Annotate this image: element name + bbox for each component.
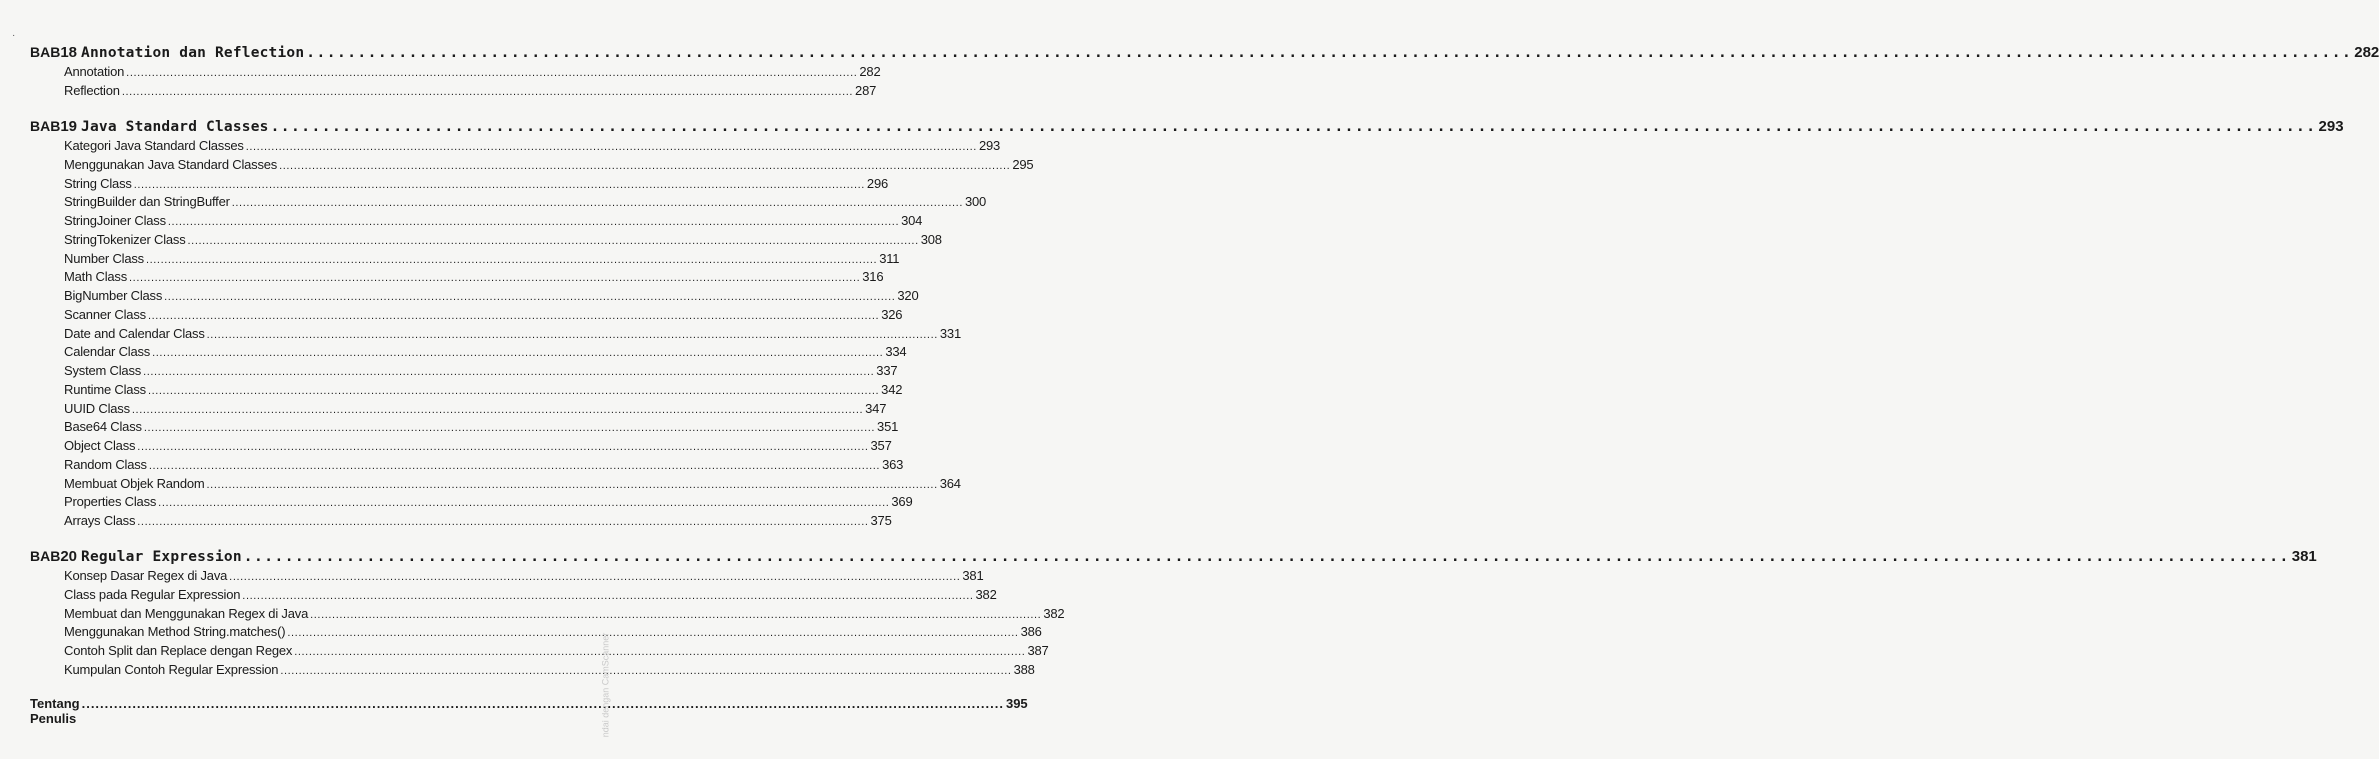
entry-label: Date and Calendar Class [64,325,205,341]
entry-label: Object Class [64,438,136,453]
toc-entry[interactable] [64,269,884,288]
dot-leader [122,83,853,98]
entry-label: Base64 Class [64,419,142,435]
entry-page: 334 [885,344,907,360]
toc-entry[interactable] [64,325,961,345]
chapter-bab-label: BAB [30,118,61,134]
entry-page: 375 [870,513,892,528]
chapter-heading[interactable] [30,118,2344,138]
entry-label: Tentang Penulis [30,696,80,726]
entry-label: Contoh Split dan Replace dengan Regex [64,643,293,658]
entry-page: 395 [1005,696,1028,711]
entry-page: 388 [1013,661,1035,677]
toc-entry[interactable] [64,306,903,326]
entry-label: Menggunakan Method String.matches() [64,624,286,640]
chapter-title: Regular Expression [81,549,242,565]
entry-page: 282 [859,64,881,79]
entry-page: 351 [877,419,899,435]
chapter-bab-label: BAB [30,548,61,564]
chapter-page: 282 [2354,44,2379,61]
entry-label: StringBuilder dan StringBuffer [64,194,230,210]
entry-label: Arrays Class [64,513,136,528]
toc-entry[interactable] [64,363,898,382]
dot-leader [207,476,938,491]
entry-label: StringJoiner Class [64,213,166,228]
toc-entry[interactable] [64,513,892,532]
toc-entry[interactable] [64,494,913,513]
entry-page: 382 [1043,605,1065,621]
entry-page: 381 [962,568,984,583]
entry-page: 364 [939,475,961,491]
toc-entry[interactable] [64,456,904,476]
dot-leader [134,176,865,191]
entry-label: Runtime Class [64,381,146,397]
chapter-number: 20 [60,548,78,565]
dot-leader [271,119,2317,135]
dot-leader [132,401,863,416]
entry-page: 363 [882,456,904,472]
entry-label: Scanner Class [64,306,146,322]
entry-label: Kategori Java Standard Classes [64,138,244,153]
chapter-number: 18 [60,44,78,61]
toc-entry[interactable] [64,250,900,270]
toc-entry[interactable] [64,213,923,232]
dot-leader [279,157,1010,172]
dot-leader [310,606,1041,621]
dot-leader [168,213,899,228]
entry-label: Annotation [64,64,125,79]
dot-leader [287,624,1018,639]
chapter-heading[interactable] [30,44,2379,64]
chapter-number: 19 [60,118,78,135]
toc-entry[interactable] [64,194,987,213]
entry-page: 326 [881,306,903,322]
toc-entry[interactable] [64,661,1035,681]
entry-page: 369 [891,494,913,510]
entry-page: 386 [1020,624,1042,640]
scanner-watermark: ndai dengan CamScanner [600,632,611,738]
entry-page: 347 [865,400,887,416]
dot-leader [158,494,889,509]
dot-leader [242,587,973,602]
dot-leader [229,568,960,583]
entry-page: 304 [901,213,923,228]
dot-leader [148,307,879,322]
dot-leader [144,419,875,434]
dot-leader [294,643,1025,658]
chapter-19 [30,118,2344,532]
entry-page: 387 [1027,643,1049,658]
toc-entry[interactable] [64,438,892,457]
dot-leader [244,549,2290,565]
entry-page: 295 [1012,156,1034,172]
dot-leader [246,138,977,153]
chapter-20 [30,548,2317,681]
dot-leader [207,326,938,341]
toc-entry[interactable] [64,288,919,307]
toc-entry[interactable] [64,586,997,606]
dot-leader [152,344,883,359]
toc-entry[interactable] [64,156,1034,176]
toc-entry[interactable] [64,568,984,587]
dot-leader [82,696,1004,711]
entry-label: Konsep Dasar Regex di Java [64,568,228,583]
toc-entry[interactable] [64,400,887,420]
toc-entry[interactable] [64,231,942,251]
chapter-page: 293 [2318,118,2344,135]
chapter-18 [30,44,2379,102]
chapter-title: Java Standard Classes [81,119,269,135]
entry-page: 296 [866,175,889,191]
entry-page: 308 [920,231,942,247]
dot-leader [232,194,963,209]
dot-leader [143,363,874,378]
entry-label: Menggunakan Java Standard Classes [64,156,278,172]
entry-page: 293 [978,138,1001,153]
entry-page: 331 [939,325,961,341]
chapter-page: 381 [2291,548,2317,565]
entry-page: 337 [876,363,898,378]
entry-page: 382 [975,586,997,602]
entry-label: UUID Class [64,400,130,416]
entry-label: Calendar Class [64,344,151,360]
toc-entry[interactable] [64,64,881,83]
chapter-entries [64,568,1065,681]
dot-leader [149,457,880,472]
dot-leader [146,251,877,266]
entry-label: System Class [64,363,142,378]
entry-label: Kumpulan Contoh Regular Expression [64,661,279,677]
chapter-entries [64,138,1034,532]
toc-entry[interactable] [64,624,1042,643]
entry-label: Class pada Regular Expression [64,586,241,602]
chapter-heading[interactable] [30,548,2317,568]
dot-leader [306,45,2352,61]
chapter-title: Annotation dan Reflection [81,45,305,61]
entry-label: Number Class [64,250,144,266]
entry-label: String Class [64,175,132,191]
dot-leader [129,269,860,284]
entry-label: Membuat Objek Random [64,475,205,491]
toc-entry[interactable] [64,419,899,438]
dot-leader [148,382,879,397]
dot-leader [126,64,857,79]
entry-label: StringTokenizer Class [64,231,186,247]
entry-page: 320 [897,288,919,303]
dot-leader [164,288,895,303]
entry-label: Membuat dan Menggunakan Regex di Java [64,605,309,621]
entry-page: 287 [855,82,877,98]
toc-entry[interactable] [64,475,961,495]
entry-page: 342 [881,381,903,397]
entry-label: Math Class [64,269,128,285]
scan-speck: · [12,30,16,41]
entry-label: BigNumber Class [64,288,163,303]
dot-leader [137,438,868,453]
dot-leader [188,232,919,247]
dot-leader [137,513,868,528]
toc-entry[interactable] [64,381,903,401]
chapter-bab-label: BAB [30,44,61,60]
toc-entry[interactable] [64,643,1049,662]
dot-leader [280,662,1011,677]
toc-entry[interactable] [64,605,1065,625]
toc-entry[interactable] [64,82,877,102]
entry-page: 311 [879,250,900,266]
chapter-entries [64,64,881,102]
toc-entry[interactable] [64,175,889,195]
toc-entry-tentang-penulis[interactable] [30,696,1028,726]
entry-label: Reflection [64,82,120,98]
entry-page: 300 [964,194,987,210]
entry-page: 316 [862,269,884,285]
entry-label: Random Class [64,456,147,472]
toc-entry[interactable] [64,344,907,363]
entry-label: Properties Class [64,494,157,510]
toc-entry[interactable] [64,138,1001,157]
entry-page: 357 [870,438,892,453]
